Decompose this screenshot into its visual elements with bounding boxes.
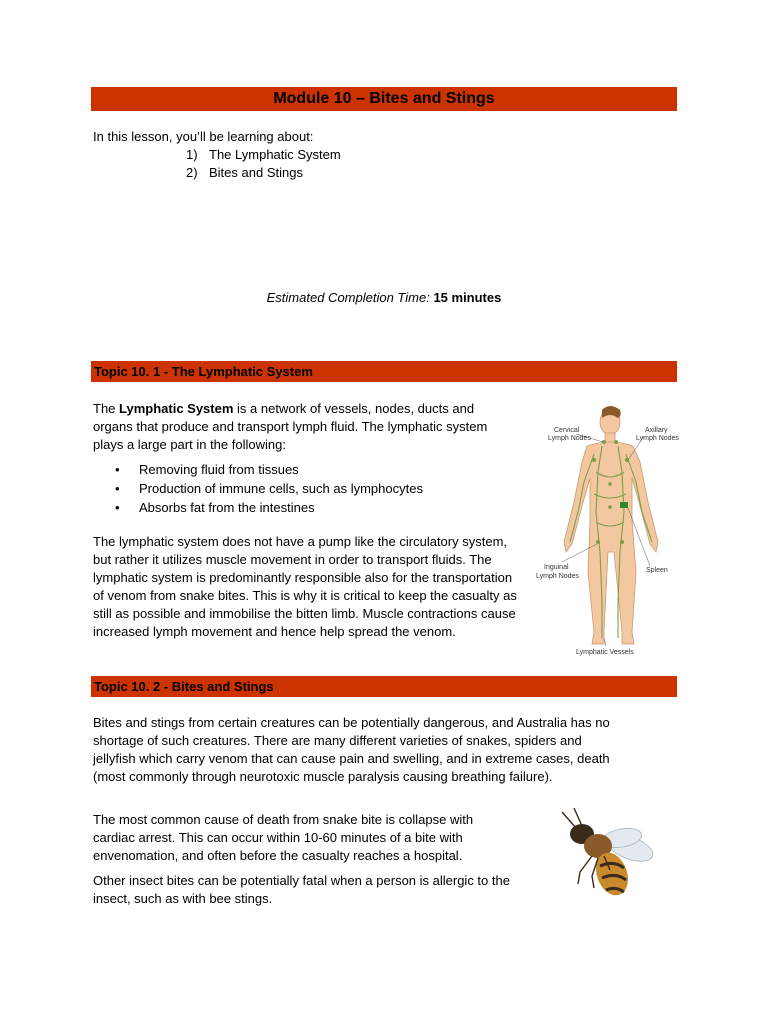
lesson-num: 2) [186,165,198,180]
topic-1-heading: Topic 10. 1 - The Lymphatic System [94,364,313,379]
label-inguinal-2: Lymph Nodes [536,573,579,580]
text-run: is a network of vessels, nodes, ducts and organs that produce and transport lymph fluid. The lymphatic system plays a large part in the following: [93,401,488,452]
topic-1-banner [91,361,677,382]
module-title: Module 10 – Bites and Stings [273,90,495,107]
lesson-list [186,146,341,182]
label-cervical-2: Lymph Nodes [548,435,591,442]
label-inguinal: Inguinal [544,564,569,571]
text-run: The [93,401,120,416]
label-vessels: Lymphatic Vessels [576,649,634,656]
label-axillary: Axillary [645,427,668,434]
bee-illustration [552,800,662,910]
list-item-text: Production of immune cells, such as lymphocytes [139,481,423,496]
completion-time [0,289,768,307]
list-item-text: Absorbs fat from the intestines [139,500,315,515]
lymphatic-system-illustration [532,402,682,658]
lymphatic-functions-list [93,460,423,517]
module-title-banner [91,87,677,111]
label-axillary-2: Lymph Nodes [636,435,679,442]
label-cervical: Cervical [554,427,580,434]
spleen-shape [620,502,628,508]
completion-time-value: 15 minutes [433,290,502,305]
label-spleen: Spleen [646,567,668,574]
bullet-icon: • [115,500,120,515]
topic-2-banner [91,676,677,697]
list-item [93,460,423,479]
intro-text: In this lesson, you’ll be learning about: [93,129,314,144]
list-item [93,498,423,517]
lymphatic-intro-paragraph [93,400,513,454]
insect-bite-paragraph: Other insect bites can be potentially fatal when a person is allergic to the insect, such as with bee stings. [93,873,510,906]
snake-bite-paragraph: The most common cause of death from snake bite is collapse with cardiac arrest. This can occur within 10-60 minutes of a bite with envenomation, and often before the casualty reaches a hospital. [93,812,474,863]
bites-intro-paragraph: Bites and stings from certain creatures can be potentially dangerous, and Australia has no shortage of such creatures. There are many different varieties of snakes, spiders and jellyfish which carry venom that can cause pain and swelling, and in extreme cases, death (most commonly through neurotoxic muscle paralysis causing breathing failure). [93,715,610,784]
topic-2-heading: Topic 10. 2 - Bites and Stings [94,679,274,694]
lesson-list-item [186,164,341,182]
lesson-text: The Lymphatic System [209,147,341,162]
lesson-text: Bites and Stings [209,165,303,180]
list-item [93,479,423,498]
lesson-num: 1) [186,147,198,162]
bullet-icon: • [115,481,120,496]
bold-term: Lymphatic System [119,401,234,416]
lesson-list-item [186,146,341,164]
bullet-icon: • [115,462,120,477]
lymphatic-detail-paragraph: The lymphatic system does not have a pump like the circulatory system, but rather it utilizes muscle movement in order to transport fluids. The lymphatic system is predominantly responsible also for the transportation of venom from snake bites. This is why it is critical to keep the casualty as still as possible and immobilise the bitten limb. Muscle contractions cause increased lymph movement and hence help spread the venom. [93,534,517,639]
completion-time-label: Estimated Completion Time: [266,290,430,305]
list-item-text: Removing fluid from tissues [139,462,299,477]
